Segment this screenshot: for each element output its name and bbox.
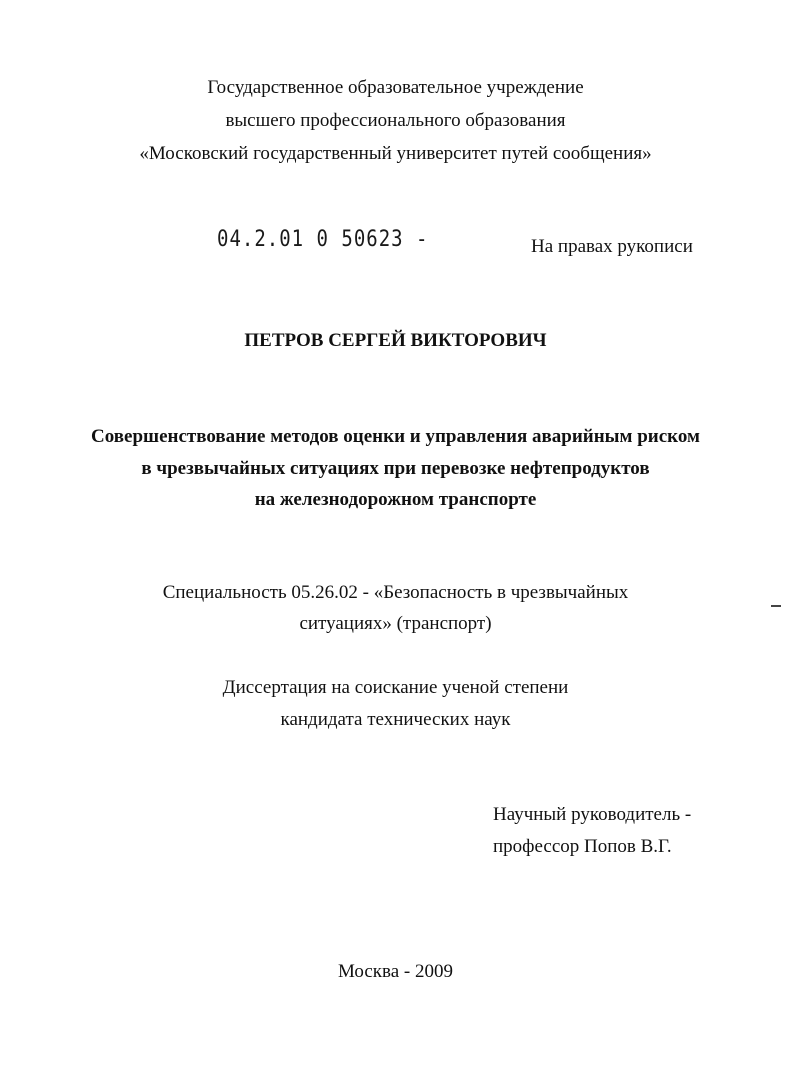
specialty-line-1: Специальность 05.26.02 - «Безопасность в чрезвычайных <box>162 582 629 603</box>
author-name: ПЕТРОВ СЕРГЕЙ ВИКТОРОВИЧ <box>244 330 547 351</box>
scan-artifact-mark <box>771 605 781 607</box>
institution-line-2: высшего профессионального образования <box>225 110 566 131</box>
degree-line-1: Диссертация на соискание ученой степени <box>222 677 569 698</box>
manuscript-rights: На правах рукописи <box>531 236 693 257</box>
supervisor-line-1: Научный руководитель - <box>493 804 692 825</box>
supervisor-line-2: профессор Попов В.Г. <box>493 836 672 857</box>
title-line-1: Совершенствование методов оценки и управления аварийным риском <box>91 426 700 447</box>
institution-line-3: «Московский государственный университет путей сообщения» <box>139 143 652 164</box>
institution-line-1: Государственное образовательное учреждение <box>207 77 584 98</box>
registration-number-stamp: 04.2.01 0 50623 - <box>217 226 429 252</box>
city-year: Москва - 2009 <box>337 961 454 982</box>
specialty-line-2: ситуациях» (транспорт) <box>299 613 492 634</box>
title-line-3: на железнодорожном транспорте <box>254 489 537 510</box>
degree-line-2: кандидата технических наук <box>280 709 511 730</box>
title-line-2: в чрезвычайных ситуациях при перевозке нефтепродуктов <box>141 458 650 479</box>
